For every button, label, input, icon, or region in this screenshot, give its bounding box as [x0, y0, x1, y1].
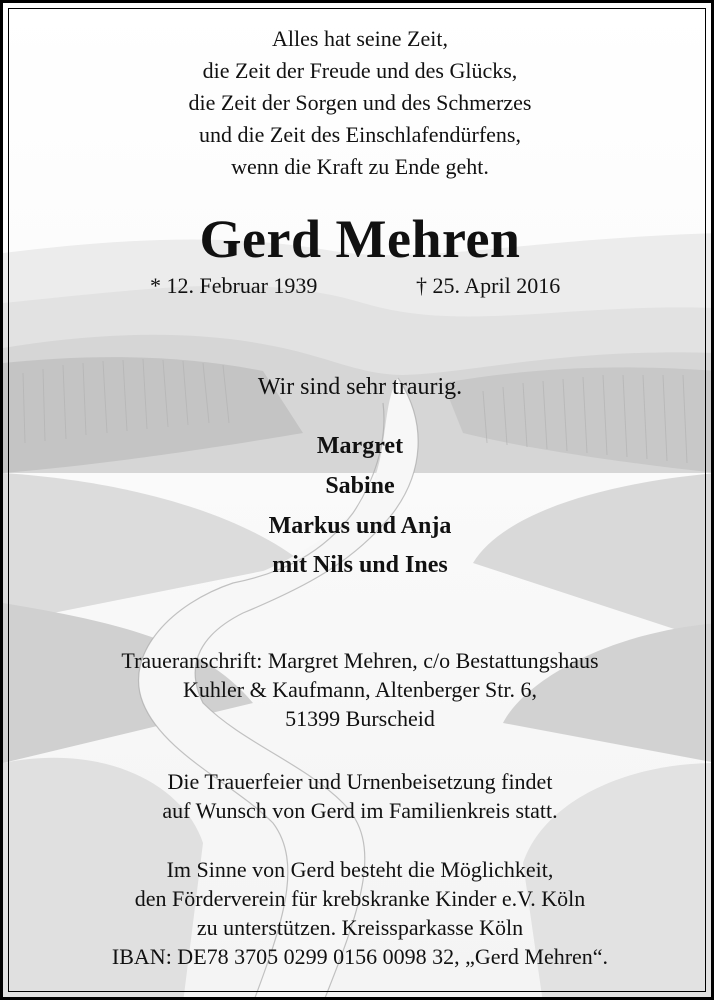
mourning-message: Wir sind sehr traurig.: [257, 374, 463, 400]
donation-line: Im Sinne von Gerd besteht die Möglichkeit,: [166, 857, 554, 882]
death-date: † 25. April 2016: [416, 273, 561, 298]
ceremony-line: Die Trauerfeier und Urnenbeisetzung findet: [167, 769, 553, 794]
poem-line: die Zeit der Freude und des Glücks,: [202, 58, 518, 83]
poem-line: wenn die Kraft zu Ende geht.: [231, 154, 489, 179]
donation-line: zu unterstützen. Kreissparkasse Köln: [196, 915, 524, 940]
address-line: Kuhler & Kaufmann, Altenberger Str. 6,: [183, 677, 537, 702]
donation-line: IBAN: DE78 3705 0299 0156 0098 32, „Gerd Mehren“.: [111, 944, 609, 969]
poem-line: und die Zeit des Einschlafendürfens,: [199, 122, 521, 147]
family-member: Margret: [316, 433, 404, 459]
deceased-name: Gerd Mehren: [199, 209, 521, 269]
poem-line: die Zeit der Sorgen und des Schmerzes: [188, 90, 532, 115]
poem-line: Alles hat seine Zeit,: [272, 26, 448, 51]
family-member: mit Nils und Ines: [272, 552, 448, 578]
ceremony-line: auf Wunsch von Gerd im Familienkreis statt.: [162, 798, 558, 823]
obituary-content: [3, 3, 714, 1000]
address-line: 51399 Burscheid: [285, 706, 435, 731]
donation-line: den Förderverein für krebskranke Kinder e.V. Köln: [134, 886, 586, 911]
family-member: Markus und Anja: [268, 513, 452, 539]
address-line: Traueranschrift: Margret Mehren, c/o Bestattungshaus: [121, 648, 599, 673]
birth-date: * 12. Februar 1939: [150, 273, 318, 298]
family-member: Sabine: [325, 473, 395, 499]
